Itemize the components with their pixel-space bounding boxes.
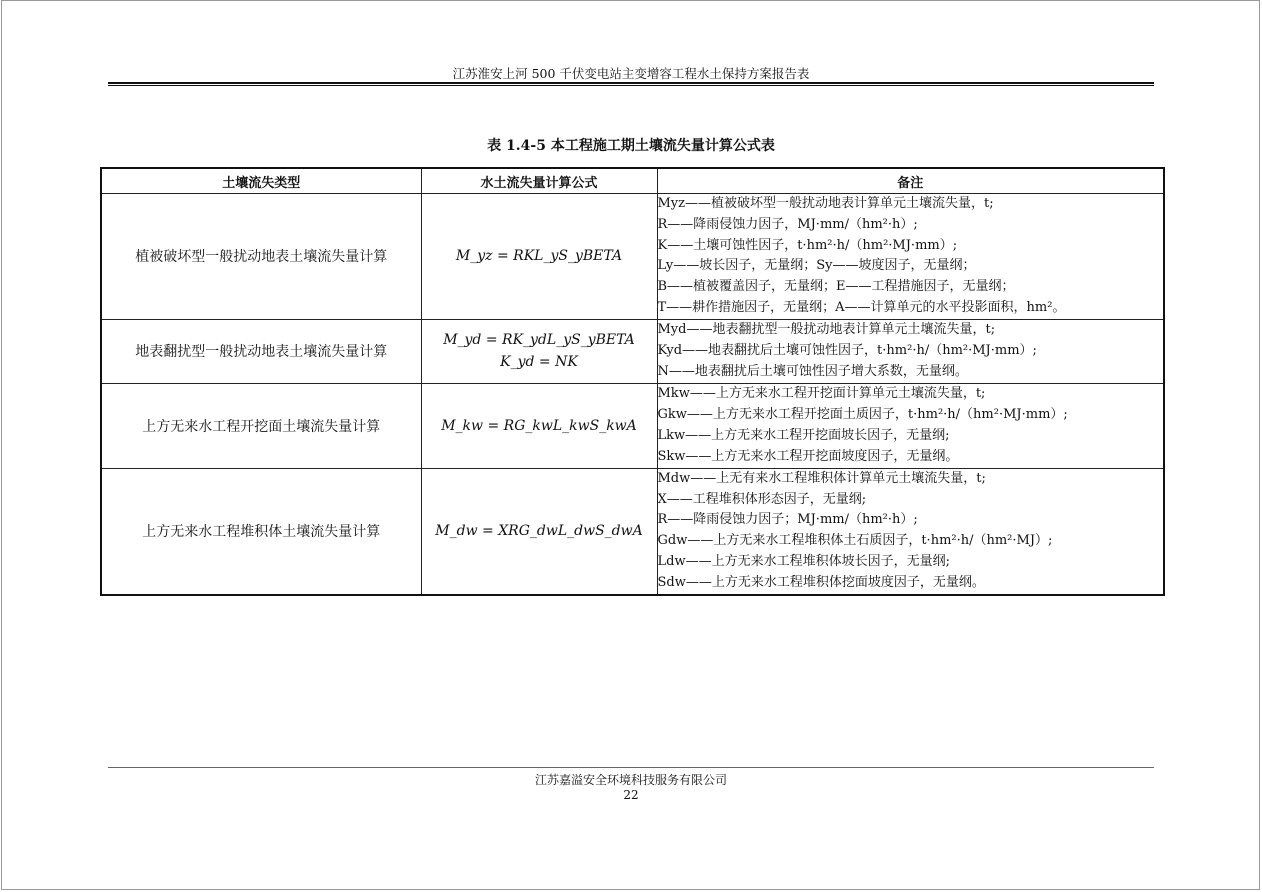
row-formula bbox=[421, 383, 657, 468]
table-row bbox=[101, 319, 1164, 383]
table-row bbox=[101, 468, 1164, 594]
note-line: Ldw——上方无来水工程堆积体坡长因子，无量纲; bbox=[657, 553, 950, 569]
header-loss-type: 土壤流失类型 bbox=[101, 168, 421, 194]
header-formula: 水土流失量计算公式 bbox=[421, 168, 657, 194]
row-type: 上方无来水工程堆积体土壤流失量计算 bbox=[101, 468, 421, 594]
header-rule-top bbox=[108, 82, 1154, 84]
row-formula bbox=[421, 468, 657, 594]
row-notes bbox=[657, 383, 1164, 468]
row-type: 植被破坏型一般扰动地表土壤流失量计算 bbox=[101, 194, 421, 320]
note-line: R——降雨侵蚀力因子；MJ·mm/（hm²·h）; bbox=[657, 512, 918, 528]
row-formula bbox=[421, 319, 657, 383]
row-notes bbox=[657, 194, 1164, 320]
row-notes bbox=[657, 319, 1164, 383]
note-line: Gkw——上方无来水工程开挖面土质因子，t·hm²·h/（hm²·MJ·mm）; bbox=[657, 406, 1068, 422]
row-type: 上方无来水工程开挖面土壤流失量计算 bbox=[101, 383, 421, 468]
note-line: Mdw——上无有来水工程堆积体计算单元土壤流失量，t; bbox=[657, 470, 986, 486]
note-line: Gdw——上方无来水工程堆积体土石质因子，t·hm²·h/（hm²·MJ）; bbox=[657, 533, 1053, 549]
note-line: B——植被覆盖因子，无量纲；E——工程措施因子，无量纲； bbox=[657, 279, 1015, 295]
note-line: R——降雨侵蚀力因子，MJ·mm/（hm²·h）; bbox=[657, 216, 918, 232]
note-line: Ly——坡长因子，无量纲；Sy——坡度因子，无量纲； bbox=[657, 258, 976, 274]
table-caption: 表 1.4-5 本工程施工期土壤流失量计算公式表 bbox=[487, 138, 775, 154]
note-line: Lkw——上方无来水工程开挖面坡长因子，无量纲; bbox=[657, 427, 950, 443]
formula-line: M_yz = RKL_yS_yBETA bbox=[455, 248, 623, 265]
note-line: K——土壤可蚀性因子，t·hm²·h/（hm²·MJ·mm）; bbox=[657, 237, 958, 253]
note-line: Myz——植被破坏型一般扰动地表计算单元土壤流失量，t; bbox=[657, 196, 994, 211]
footer-rule bbox=[108, 767, 1154, 768]
page-number: 22 bbox=[623, 788, 639, 802]
note-line: X——工程堆积体形态因子，无量纲; bbox=[657, 491, 867, 507]
note-line: Myd——地表翻扰型一般扰动地表计算单元土壤流失量，t; bbox=[657, 322, 996, 338]
header-rule-bottom bbox=[108, 85, 1154, 86]
table-row bbox=[101, 383, 1164, 468]
formula-line: K_yd = NK bbox=[500, 354, 578, 371]
note-line: N——地表翻扰后土壤可蚀性因子增大系数，无量纲。 bbox=[657, 363, 968, 379]
formula-line: M_yd = RK_ydL_yS_yBETA bbox=[443, 332, 635, 349]
note-line: Kyd——地表翻扰后土壤可蚀性因子，t·hm²·h/（hm²·MJ·mm）; bbox=[657, 342, 1037, 358]
formula-line: M_kw = RG_kwL_kwS_kwA bbox=[441, 417, 637, 434]
formula-line: M_dw = XRG_dwL_dwS_dwA bbox=[435, 523, 643, 540]
row-type: 地表翻扰型一般扰动地表土壤流失量计算 bbox=[101, 319, 421, 383]
header-notes: 备注 bbox=[657, 168, 1164, 194]
row-notes bbox=[657, 468, 1164, 594]
row-formula bbox=[421, 194, 657, 320]
document-header-title: 江苏淮安上河 500 千伏变电站主变增容工程水土保持方案报告表 bbox=[452, 66, 810, 81]
note-line: Sdw——上方无来水工程堆积体挖面坡度因子，无量纲。 bbox=[657, 574, 985, 590]
table-header-row bbox=[101, 168, 1164, 194]
note-line: Skw——上方无来水工程开挖面坡度因子，无量纲。 bbox=[657, 448, 959, 464]
footer-company: 江苏嘉溢安全环境科技服务有限公司 bbox=[534, 773, 727, 787]
note-line: T——耕作措施因子，无量纲；A——计算单元的水平投影面积，hm²。 bbox=[657, 299, 1066, 315]
note-line: Mkw——上方无来水工程开挖面计算单元土壤流失量，t; bbox=[657, 386, 986, 402]
soil-loss-formula-table bbox=[100, 167, 1165, 596]
table-row bbox=[101, 194, 1164, 320]
